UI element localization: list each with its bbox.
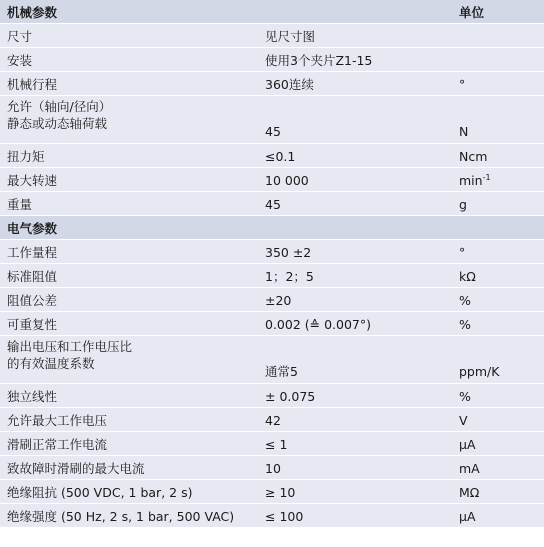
param-unit: mA [459, 461, 480, 476]
param-unit: % [459, 293, 471, 308]
param-name: 输出电压和工作电压比 的有效温度系数 [7, 339, 133, 371]
param-unit: ° [459, 77, 466, 92]
param-name: 标准阻值 [7, 269, 58, 284]
param-value: 0.002 (≙ 0.007°) [265, 317, 371, 332]
spec-row [0, 240, 544, 264]
spec-row [0, 144, 544, 168]
param-name: 尺寸 [7, 29, 33, 44]
param-unit: N [459, 124, 469, 139]
param-value: 10 [265, 461, 281, 476]
spec-row [0, 384, 544, 408]
param-name: 工作量程 [7, 245, 58, 260]
param-value: 1；2；5 [265, 269, 314, 284]
spec-row [0, 480, 544, 504]
param-name: 重量 [7, 197, 33, 212]
param-value: 见尺寸图 [265, 29, 316, 44]
param-unit: μA [459, 437, 476, 452]
spec-row [0, 72, 544, 96]
unit-base: min [459, 173, 483, 188]
unit-column-header: 单位 [459, 5, 485, 20]
param-name: 致故障时滑刷的最大电流 [7, 461, 145, 476]
param-value: ≤0.1 [265, 149, 296, 164]
param-unit: % [459, 389, 471, 404]
spec-row [0, 504, 544, 528]
param-value: 10 000 [265, 173, 309, 188]
param-name: 安装 [7, 53, 33, 68]
param-value: ± 0.075 [265, 389, 316, 404]
param-unit: % [459, 317, 471, 332]
param-name: 扭力矩 [7, 149, 45, 164]
param-unit: ° [459, 245, 466, 260]
spec-row [0, 408, 544, 432]
spec-row [0, 312, 544, 336]
param-value: 45 [265, 124, 281, 139]
param-value: 360连续 [265, 77, 314, 92]
param-name: 阻值公差 [7, 293, 58, 308]
param-name: 可重复性 [7, 317, 58, 332]
spec-row [0, 288, 544, 312]
param-unit: ppm/K [459, 364, 500, 379]
param-unit: MΩ [459, 485, 480, 500]
param-value: 通常5 [265, 364, 298, 379]
param-name: 最大转速 [7, 173, 58, 188]
param-value: 350 ±2 [265, 245, 312, 260]
spec-row [0, 264, 544, 288]
spec-row [0, 168, 544, 192]
param-value: ±20 [265, 293, 292, 308]
spec-row [0, 192, 544, 216]
param-name: 机械行程 [7, 77, 58, 92]
param-value: 45 [265, 197, 281, 212]
spec-row [0, 48, 544, 72]
param-value: ≥ 10 [265, 485, 296, 500]
param-unit [459, 173, 491, 188]
param-unit: kΩ [459, 269, 476, 284]
unit-superscript: -1 [482, 172, 491, 182]
mechanical-section-title: 机械参数 [7, 5, 58, 20]
electrical-section-title: 电气参数 [7, 221, 58, 236]
spec-row [0, 24, 544, 48]
param-unit: V [459, 413, 468, 428]
param-value: 使用3个夹片Z1-15 [265, 53, 373, 68]
param-value: ≤ 1 [265, 437, 288, 452]
spec-row [0, 456, 544, 480]
param-unit: Ncm [459, 149, 488, 164]
spec-row [0, 96, 544, 144]
param-unit: g [459, 197, 467, 212]
param-name: 滑刷正常工作电流 [7, 437, 108, 452]
param-name: 绝缘阻抗 (500 VDC, 1 bar, 2 s) [7, 485, 193, 500]
param-name: 允许（轴向/径向） 静态或动态轴荷载 [7, 99, 112, 131]
mechanical-header-row [0, 0, 544, 24]
spec-row [0, 432, 544, 456]
spec-row [0, 336, 544, 384]
param-name: 允许最大工作电压 [7, 413, 108, 428]
electrical-header-row [0, 216, 544, 240]
param-unit: μA [459, 509, 476, 524]
param-name: 绝缘强度 (50 Hz, 2 s, 1 bar, 500 VAC) [7, 509, 235, 524]
param-value: ≤ 100 [265, 509, 304, 524]
param-value: 42 [265, 413, 281, 428]
param-name: 独立线性 [7, 389, 58, 404]
